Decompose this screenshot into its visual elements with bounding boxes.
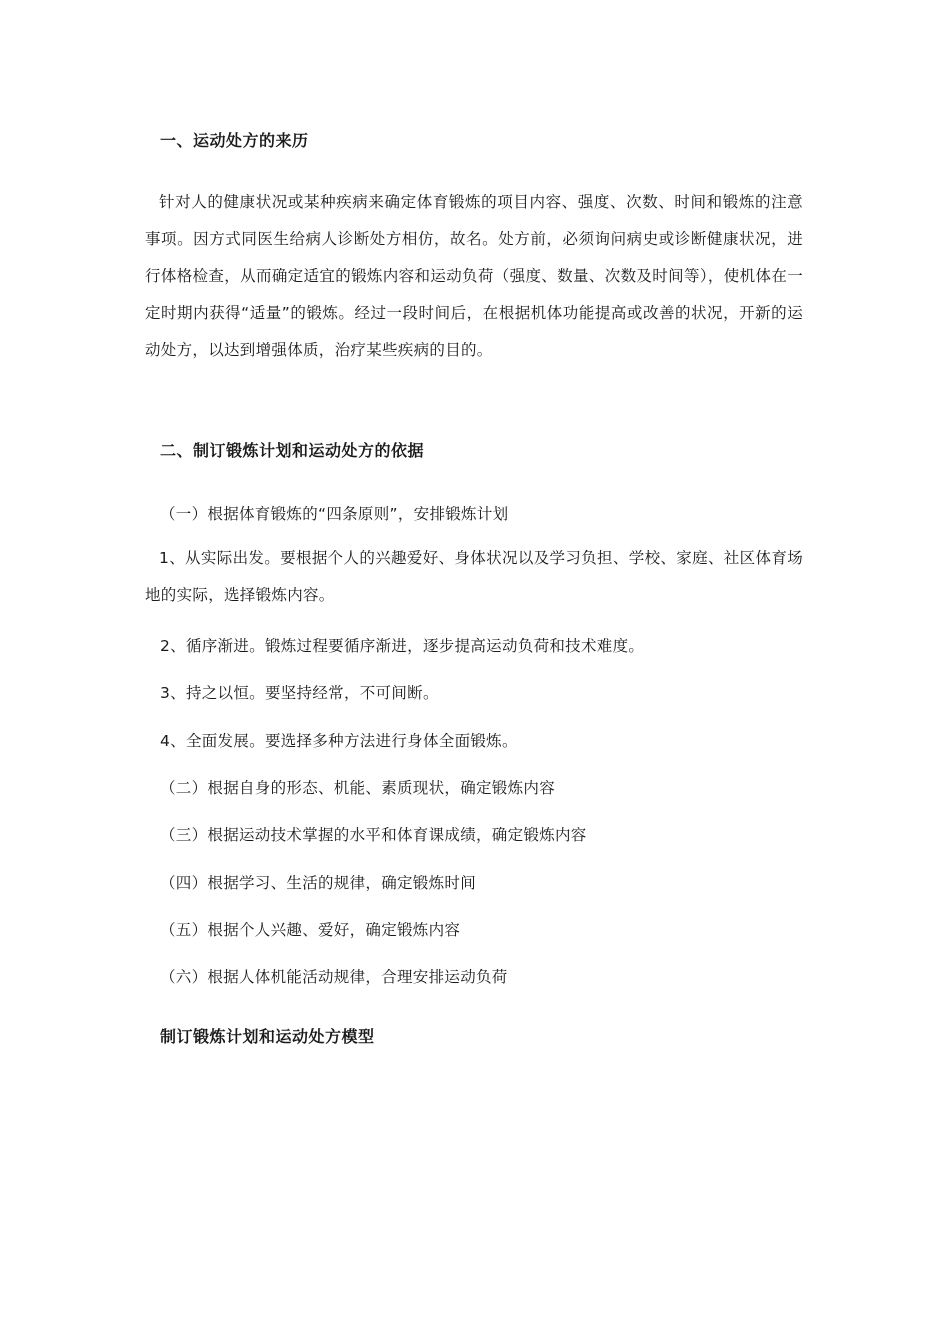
list-item-2: 2、循序渐进。锻炼过程要循序渐进，逐步提高运动负荷和技术难度。 [160,637,645,655]
subheading-4: （四）根据学习、生活的规律，确定锻炼时间 [160,874,477,892]
subheading-2: （二）根据自身的形态、机能、素质现状，确定锻炼内容 [160,779,556,797]
subheading-1: （一）根据体育锻炼的“四条原则”，安排锻炼计划 [160,505,509,523]
section-1-paragraph: 针对人的健康状况或某种疾病来确定体育锻炼的项目内容、强度、次数、时间和锻炼的注意事项。因方式同医生给病人诊断处方相仿，故名。处方前，必须询问病史或诊断健康状况，进行体格检查，从而确定适宜的锻炼内容和运动负荷（强度、数量、次数及时间等），使机体在一定时期内获得“适量”的锻炼。经过一段时间后，在根据机体功能提高或改善的状况，开新的运动处方，以达到增强体质，治疗某些疾病的目的。 [145,193,803,359]
section-3-heading: 制订锻炼计划和运动处方模型 [160,1027,375,1046]
section-1-heading: 一、运动处方的来历 [160,131,309,150]
subheading-5: （五）根据个人兴趣、爱好，确定锻炼内容 [160,921,461,939]
list-item-3: 3、持之以恒。要坚持经常，不可间断。 [160,684,439,702]
subheading-6: （六）根据人体机能活动规律，合理安排运动负荷 [160,968,508,986]
list-item-1: 1、从实际出发。要根据个人的兴趣爱好、身体状况以及学习负担、学校、家庭、社区体育场地的实际，选择锻炼内容。 [145,549,803,604]
section-2-heading: 二、制订锻炼计划和运动处方的依据 [160,441,425,460]
list-item-4: 4、全面发展。要选择多种方法进行身体全面锻炼。 [160,732,518,750]
subheading-3: （三）根据运动技术掌握的水平和体育课成绩，确定锻炼内容 [160,826,587,844]
